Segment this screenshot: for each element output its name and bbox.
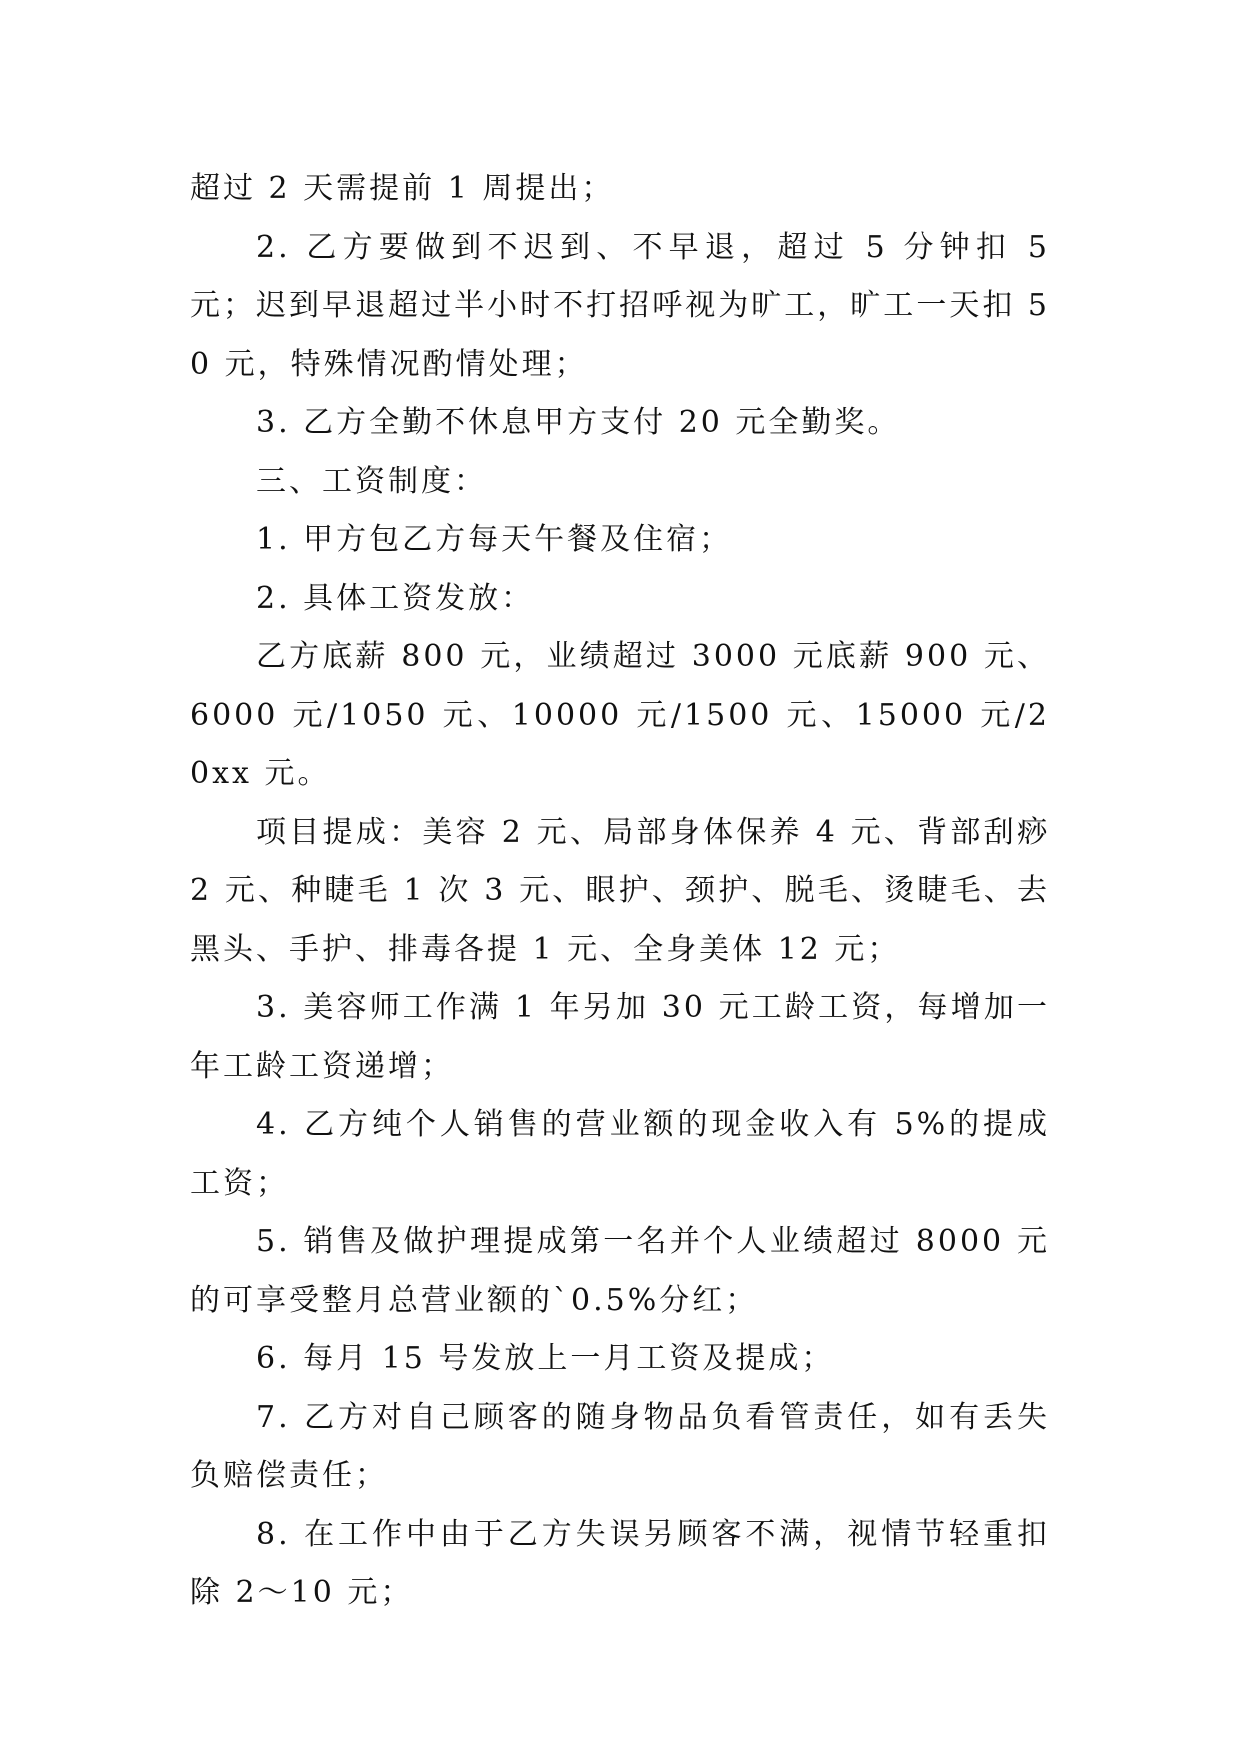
paragraph-continuation: 超过 2 天需提前 1 周提出； xyxy=(190,171,615,206)
paragraph-wage-item-2: 2. 具体工资发放： xyxy=(256,580,535,616)
paragraph-item-3-full-attendance: 3. 乙方全勤不休息甲方支付 20 元全勤奖。 xyxy=(256,405,901,440)
paragraph-wage-item-7: 7. 乙方对自己顾客的随身物品负看管责任，如有丢失负赔偿责任； xyxy=(190,1399,1050,1493)
paragraph-project-commission: 项目提成：美容 2 元、局部身体保养 4 元、背部刮痧 2 元、种睫毛 1 次 3 元、眼护、颈护、脱毛、烫睫毛、去黑头、手护、排毒各提 1 元、全身美体 12 元； xyxy=(190,814,1050,967)
paragraph-wage-item-1: 1. 甲方包乙方每天午餐及住宿； xyxy=(256,522,733,557)
section-heading-wage-system: 三、工资制度： xyxy=(256,463,487,499)
paragraph-wage-item-5: 5. 销售及做护理提成第一名并个人业绩超过 8000 元的可享受整月总营业额的`0.5%分红； xyxy=(190,1224,1050,1318)
paragraph-wage-item-6: 6. 每月 15 号发放上一月工资及提成； xyxy=(256,1341,835,1376)
paragraph-wage-item-4: 4. 乙方纯个人销售的营业额的现金收入有 5%的提成工资； xyxy=(190,1107,1050,1201)
paragraph-base-salary: 乙方底薪 800 元，业绩超过 3000 元底薪 900 元、6000 元/1050 元、10000 元/1500 元、15000 元/20xx 元。 xyxy=(190,639,1050,791)
document-body xyxy=(190,160,1050,1623)
paragraph-item-2-attendance: 2. 乙方要做到不迟到、不早退，超过 5 分钟扣 5 元；迟到早退超过半小时不打招呼视为旷工，旷工一天扣 50 元，特殊情况酌情处理； xyxy=(190,229,1050,382)
paragraph-wage-item-3: 3. 美容师工作满 1 年另加 30 元工龄工资，每增加一年工龄工资递增； xyxy=(190,990,1050,1084)
paragraph-wage-item-8: 8. 在工作中由于乙方失误另顾客不满，视情节轻重扣除 2～10 元； xyxy=(190,1516,1050,1610)
